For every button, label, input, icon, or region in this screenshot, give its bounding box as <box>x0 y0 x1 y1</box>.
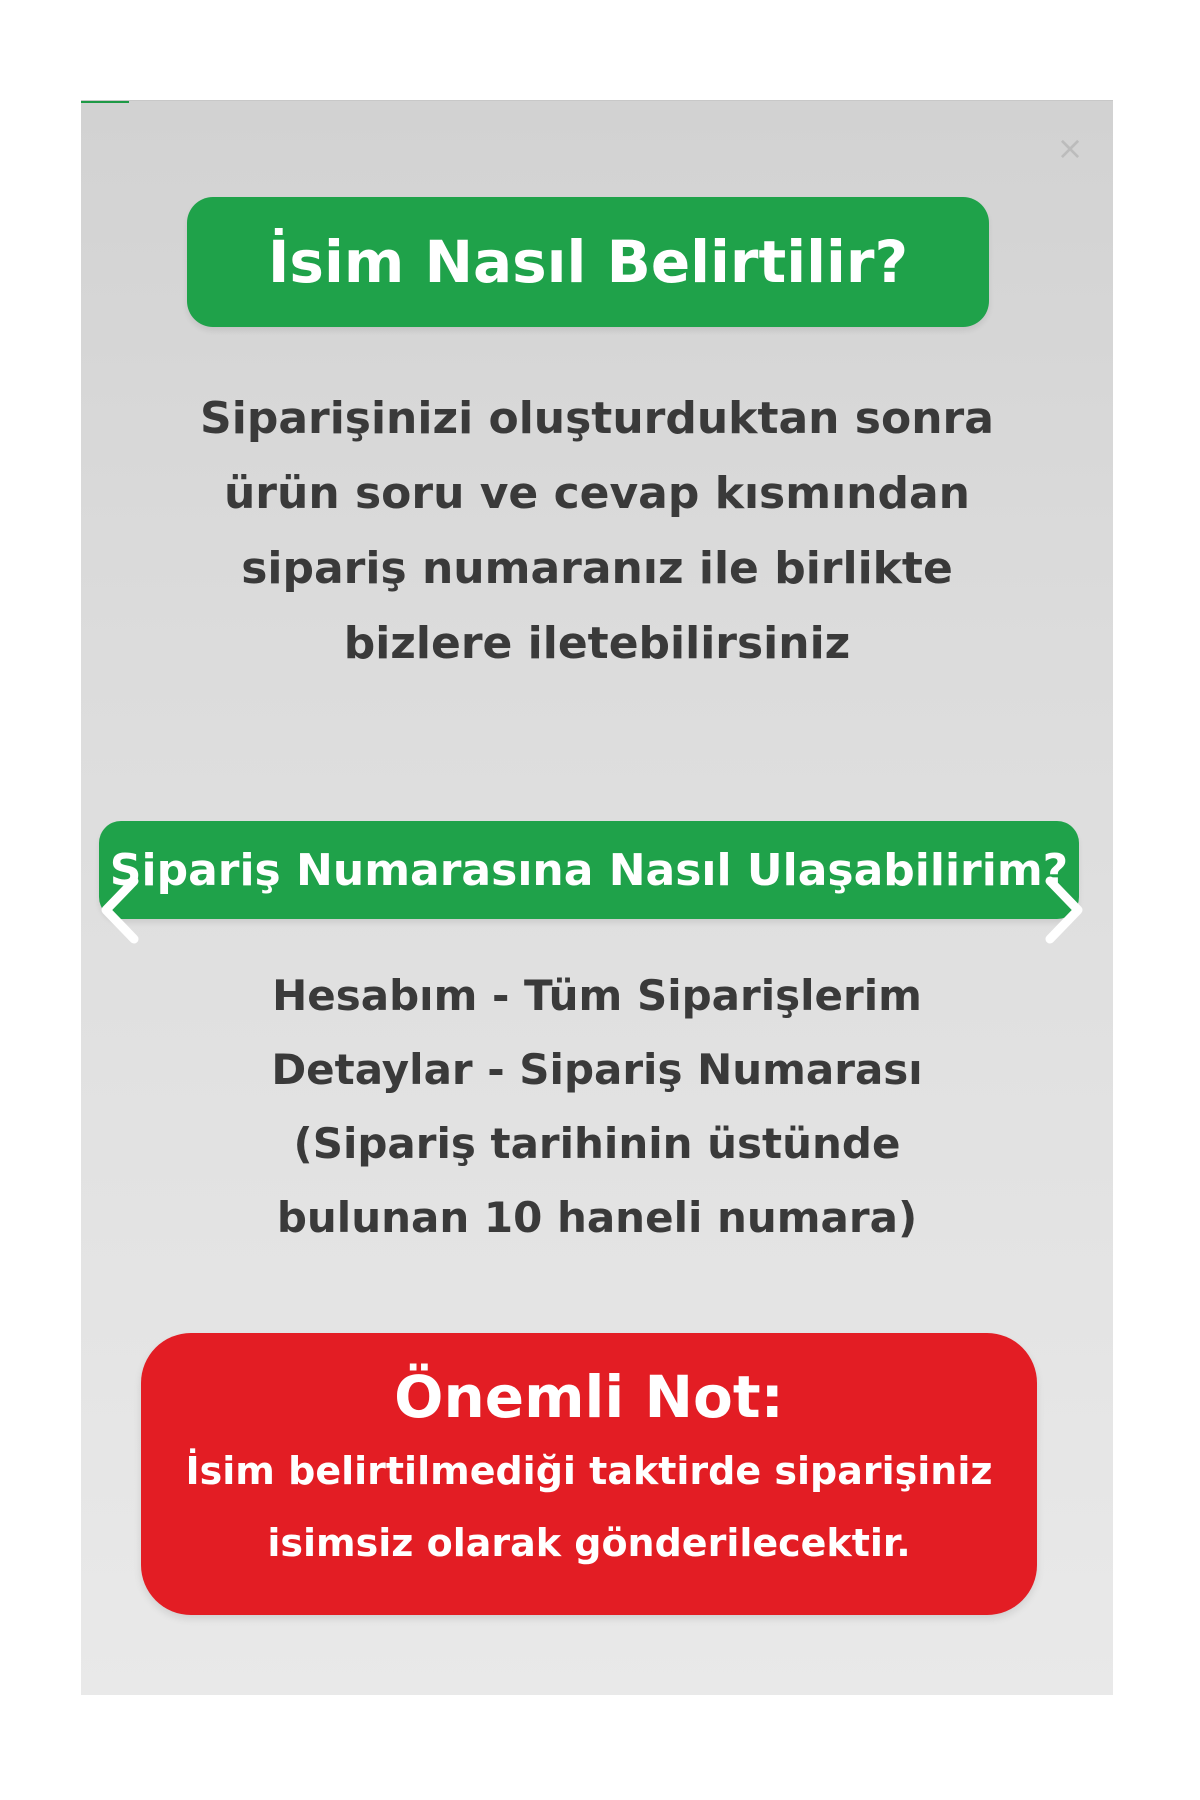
instructions-name <box>81 381 1113 681</box>
instruction-line: bulunan 10 haneli numara) <box>276 1193 918 1242</box>
next-image-button[interactable] <box>1036 875 1090 945</box>
heading-text: İsim Nasıl Belirtilir? <box>267 228 909 296</box>
instruction-line: sipariş numaranız ile birlikte <box>241 543 953 594</box>
instructions-order-number <box>81 959 1113 1255</box>
close-button[interactable] <box>1053 131 1087 165</box>
heading-how-to-specify-name <box>187 197 989 327</box>
note-line: isimsiz olarak gönderilecektir. <box>267 1521 911 1565</box>
heading-text: Sipariş Numarasına Nasıl Ulaşabilirim? <box>109 844 1069 896</box>
important-note-box <box>141 1333 1037 1615</box>
note-title: Önemli Not: <box>394 1363 784 1431</box>
top-accent-bar <box>81 100 129 103</box>
previous-image-button[interactable] <box>94 875 148 945</box>
chevron-left-icon <box>94 875 148 945</box>
instruction-line: Detaylar - Sipariş Numarası <box>271 1045 923 1094</box>
instruction-line: Hesabım - Tüm Siparişlerim <box>272 971 922 1020</box>
chevron-right-icon <box>1036 875 1090 945</box>
instruction-line: bizlere iletebilirsiniz <box>343 618 851 669</box>
image-lightbox <box>81 100 1113 1695</box>
heading-order-number <box>99 821 1079 919</box>
instruction-line: Siparişinizi oluşturduktan sonra <box>200 393 994 444</box>
close-icon: × <box>1056 129 1084 167</box>
note-line: İsim belirtilmediği taktirde siparişiniz <box>185 1449 993 1493</box>
instruction-line: ürün soru ve cevap kısmından <box>223 468 970 519</box>
instruction-line: (Sipariş tarihinin üstünde <box>293 1119 901 1168</box>
